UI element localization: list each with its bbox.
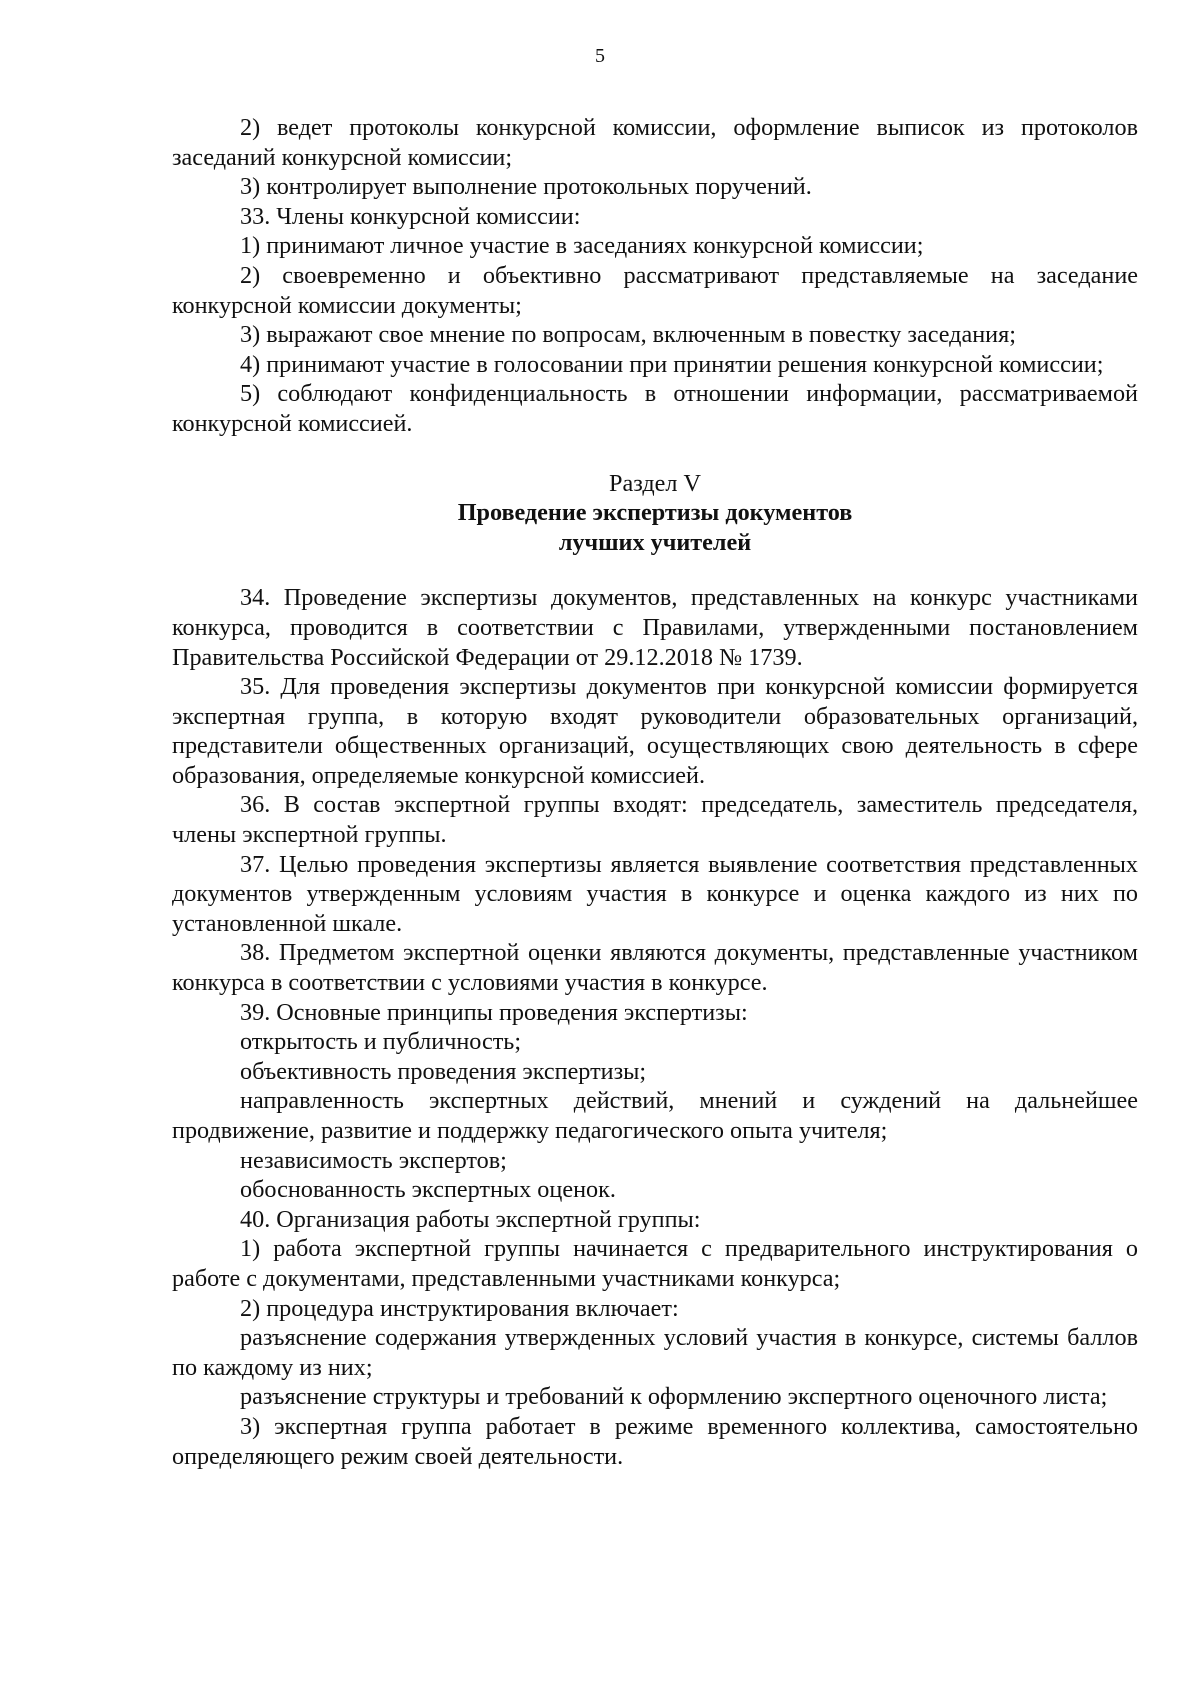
paragraph: 2) ведет протоколы конкурсной комиссии, оформление выписок из протоколов заседаний конкурсной комиссии; [172, 114, 1138, 171]
section-heading [172, 469, 1138, 558]
paragraph: 1) работа экспертной группы начинается с предварительного инструктирования о работе с документами, представленными участниками конкурса; [172, 1235, 1138, 1292]
paragraph: 1) принимают личное участие в заседаниях конкурсной комиссии; [240, 232, 924, 260]
paragraph: 36. В состав экспертной группы входят: председатель, заместитель председателя, члены экспертной группы. [172, 791, 1138, 849]
paragraph: открытость и публичность; [240, 1028, 522, 1056]
paragraph: 3) контролирует выполнение протокольных поручений. [240, 173, 812, 201]
paragraph: 2) процедура инструктирования включает: [240, 1294, 679, 1322]
paragraph: 34. Проведение экспертизы документов, представленных на конкурс участниками конкурса, проводится в соответствии с Правилами, утвержденными постановлением Правительства Российской Федерации от 29.12.2018 № 1739. [172, 584, 1138, 671]
paragraph: 40. Организация работы экспертной группы: [240, 1205, 701, 1233]
paragraph: 35. Для проведения экспертизы документов при конкурсной комиссии формируется экспертная группа, в которую входят руководители образовательных организаций, представители общественных организаций, осуществляющих свою деятельность в сфере образования, определяемые конкурсной комиссией. [172, 673, 1138, 789]
paragraph: 3) экспертная группа работает в режиме временного коллектива, самостоятельно определяющего режим своей деятельности. [172, 1412, 1138, 1470]
paragraph: 33. Члены конкурсной комиссии: [240, 202, 581, 230]
paragraph: 39. Основные принципы проведения экспертизы: [240, 998, 748, 1026]
section-label: Раздел V [609, 469, 701, 497]
paragraph: 2) своевременно и объективно рассматривают представляемые на заседание конкурсной комиссии документы; [172, 261, 1138, 319]
paragraph: 3) выражают свое мнение по вопросам, включенным в повестку заседания; [240, 321, 1016, 349]
paragraph: 4) принимают участие в голосовании при принятии решения конкурсной комиссии; [240, 350, 1104, 378]
paragraph: обоснованность экспертных оценок. [240, 1176, 616, 1204]
paragraph: независимость экспертов; [240, 1146, 507, 1174]
section-title-line-2: лучших учителей [558, 528, 752, 556]
paragraph: разъяснение содержания утвержденных условий участия в конкурсе, системы баллов по каждому из них; [172, 1324, 1138, 1381]
document-body [172, 113, 1138, 1471]
page-number: 5 [595, 45, 605, 67]
paragraph: 37. Целью проведения экспертизы является выявление соответствия представленных документов утвержденным условиям участия в конкурсе и оценка каждого из них по установленной шкале. [172, 850, 1138, 937]
section-title-line-1: Проведение экспертизы документов [457, 499, 853, 527]
paragraph: объективность проведения экспертизы; [240, 1057, 647, 1085]
paragraph: направленность экспертных действий, мнений и суждений на дальнейшее продвижение, развитие и поддержку педагогического опыта учителя; [172, 1087, 1138, 1144]
paragraph: 38. Предметом экспертной оценки являются документы, представленные участником конкурса в соответствии с условиями участия в конкурсе. [172, 939, 1138, 997]
paragraph: разъяснение структуры и требований к оформлению экспертного оценочного листа; [240, 1383, 1108, 1411]
paragraph: 5) соблюдают конфиденциальность в отношении информации, рассматриваемой конкурсной комиссией. [172, 380, 1138, 437]
